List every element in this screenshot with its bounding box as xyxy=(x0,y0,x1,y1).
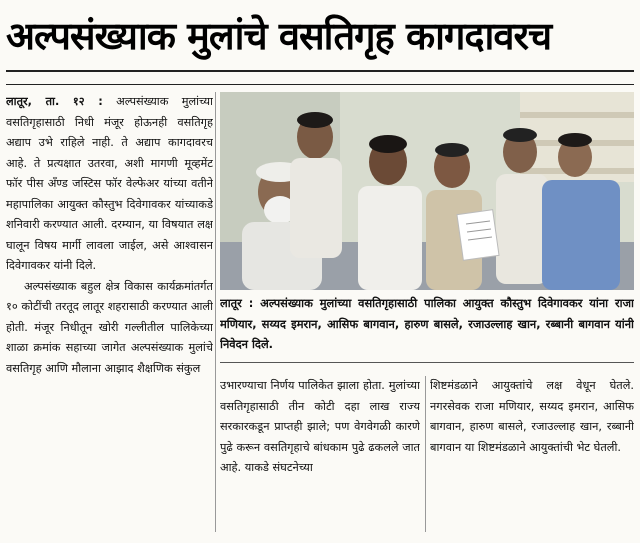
lead-text: अल्पसंख्याक मुलांच्या वसतिगृहासाठी निधी मंजूर होऊनही वसतिगृह अद्याप उभे राहिले नाही. ते अद्याप कागदावरच आहे. ते प्रत्यक्षात उतरवा, अशी मागणी मूव्हमेंट फॉर पीस अँण्ड जस्टिस फॉर वेल्फेअर यांच्या वतीने महापालिका आयुक्त कौस्तुभ दिवेगावकर यांच्याकडे शनिवारी करण्यात आली. दरम्यान, या विषयात लक्ष घालून विषय मार्गी लावला जाईल, असे आश्वासन दिवेगावकर यांनी दिले. xyxy=(6,95,213,272)
headline-rule-top xyxy=(6,70,634,72)
column-divider xyxy=(215,92,216,532)
article-column-2: उभारण्याचा निर्णय पालिकेत झाला होता. मुलांच्या वसतिगृहासाठी तीन कोटी दहा लाख राज्य सरकारकडून प्राप्तही झाले; पण वेगवेगळी कारणे पुढे करून वसतिगृहाचे बांधकाम पुढे ढकलले जात आहे. याकडे संघटनेच्या xyxy=(220,379,420,474)
photo-illustration xyxy=(220,92,634,290)
headline: अल्पसंख्याक मुलांचे वसतिगृह कागदावरच xyxy=(6,14,552,58)
article-column-1 xyxy=(6,92,213,532)
headline-rule-bottom xyxy=(6,84,634,85)
lead-paragraph xyxy=(6,92,213,277)
caption-rule xyxy=(220,362,634,363)
column-divider-2 xyxy=(425,376,426,532)
dateline: लातूर, ता. १२ : xyxy=(6,95,103,108)
article-column-3: शिष्टमंडळाने आयुक्तांचे लक्ष वेधून घेतले. नगरसेवक राजा मणियार, सय्यद इमरान, आसिफ बागवान, हारुण बासले, रजाउल्लाह खान, रब्बानी बागवान या शिष्टमंडळाने आयुक्तांची भेट घेतली. xyxy=(430,379,634,454)
news-photo xyxy=(220,92,634,290)
second-paragraph: अल्पसंख्याक बहुल क्षेत्र विकास कार्यक्रमांतर्गत १० कोटींची तरतूद लातूर शहरासाठी करण्यात आली होती. मंजूर निधीतून खोरी गल्लीतील पालिकेच्या शाळा क्रमांक सहाच्या जागेत अल्पसंख्याक मुलांचे वसतिगृह आणि मौलाना आझाद शैक्षणिक संकुल xyxy=(6,279,213,375)
photo-caption: लातूर : अल्पसंख्याक मुलांच्या वसतिगृहासाठी पालिका आयुक्त कौस्तुभ दिवेगावकर यांना राजा मणियार, सय्यद इमरान, आसिफ बागवान, हारुण बासले, रजाउल्लाह खान, रब्बानी बागवान यांनी निवेदन दिले. xyxy=(220,296,634,351)
